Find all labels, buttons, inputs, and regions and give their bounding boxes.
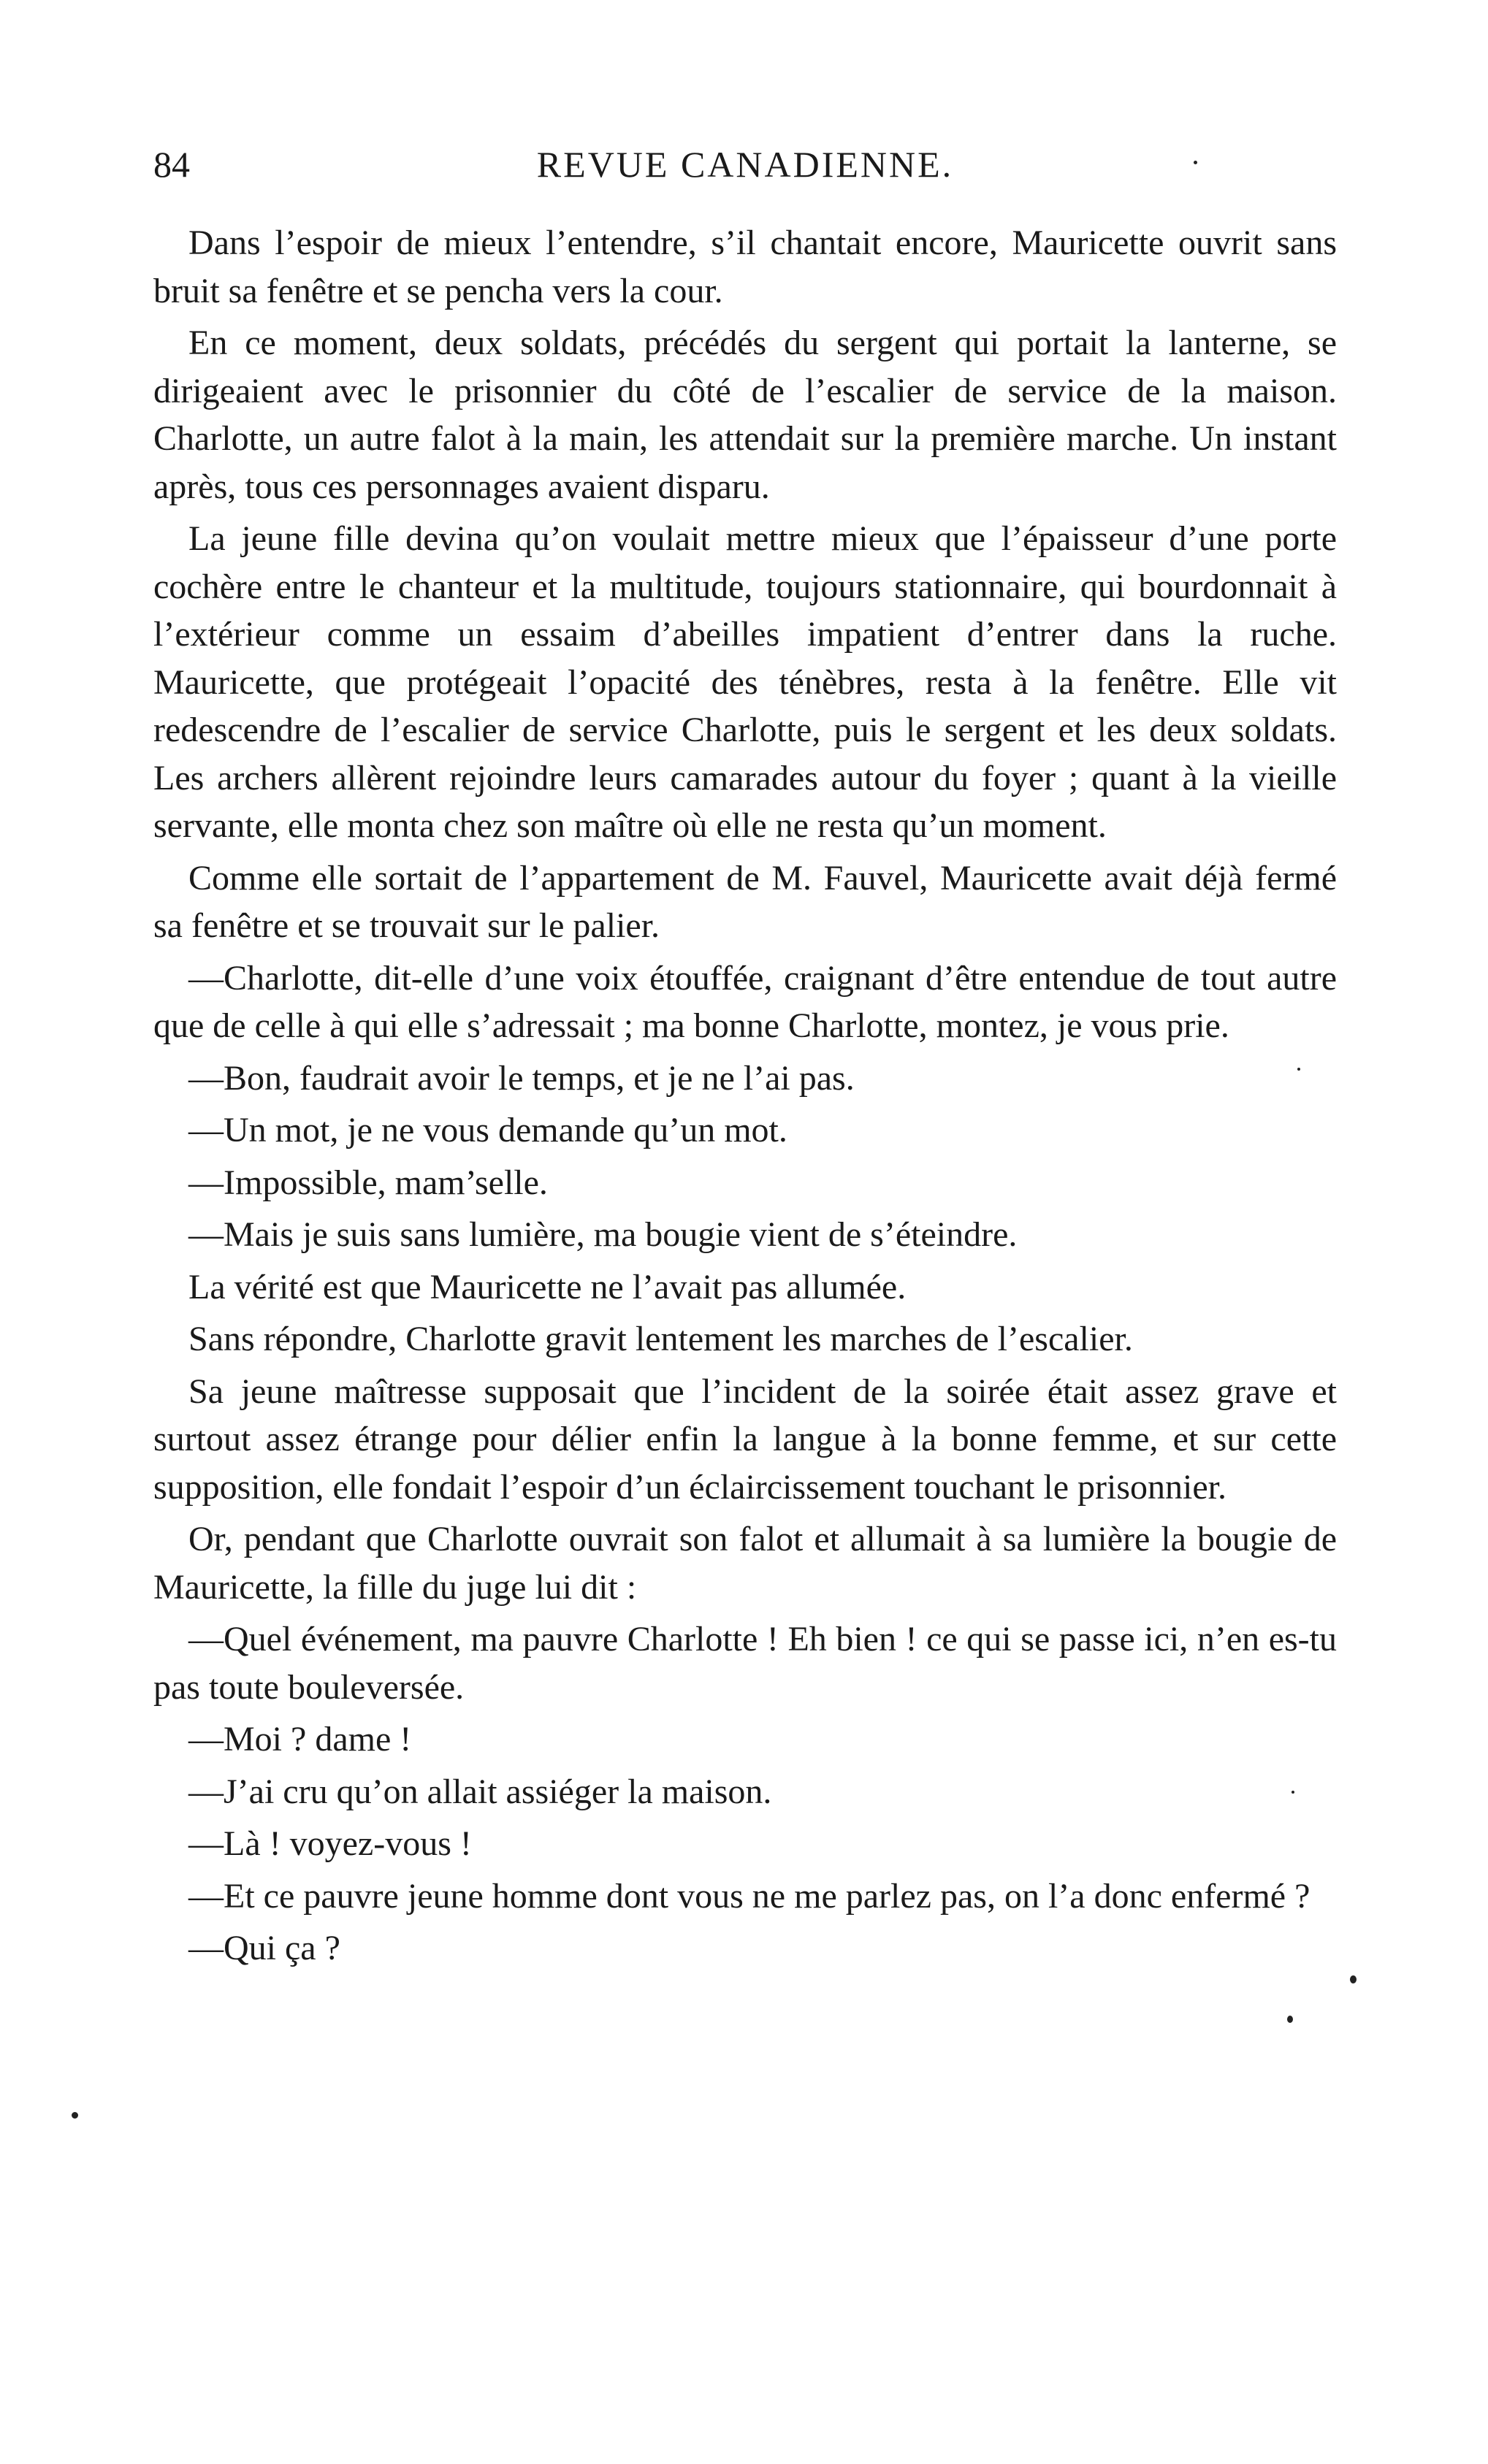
paragraph: En ce moment, deux soldats, précédés du sergent qui portait la lanterne, se dirigeaient avec le prisonnier du côté de l’escalier de service de la maison. Charlotte, un autre falot à la main, les attendait sur la première marche. Un instant après, tous ces personnages avaient disparu. [153,324,1337,506]
ink-speck [1350,1975,1357,1983]
paragraph: Or, pendant que Charlotte ouvrait son falot et allumait à sa lumière la bougie de Mauricette, la fille du juge lui dit : [153,1520,1337,1607]
ink-speck [1194,161,1197,164]
paragraph: Dans l’espoir de mieux l’entendre, s’il chantait encore, Mauricette ouvrit sans bruit sa fenêtre et se pencha vers la cour. [153,223,1337,310]
paragraph: La vérité est que Mauricette ne l’avait pas allumée. [188,1267,907,1306]
paragraph: Sa jeune maîtresse supposait que l’incident de la soirée était assez grave et surtout assez étrange pour délier enfin la langue à la bonne femme, et sur cette supposition, elle fondait l’espoir d’un éclaircissement touchant le prisonnier. [153,1371,1337,1507]
ink-speck [1297,1068,1300,1071]
dialogue-line: —Un mot, je ne vous demande qu’un mot. [188,1111,787,1149]
paragraph: Sans répondre, Charlotte gravit lentement les marches de l’escalier. [188,1320,1133,1358]
dialogue-line: —Bon, faudrait avoir le temps, et je ne l’ai pas. [188,1058,855,1098]
ink-speck [72,2112,78,2119]
paragraph: La jeune fille devina qu’on voulait mettre mieux que l’épaisseur d’une porte cochère entre le chanteur et la multitude, toujours stationnaire, qui bourdonnait à l’extérieur comme un essaim d’abeilles impatient d’entrer dans la ruche. Mauricette, que protégeait l’opacité des ténèbres, resta à la fenêtre. Elle vit redescendre de l’escalier de service Charlotte, puis le sergent et les deux soldats. Les archers allèrent rejoindre leurs camarades autour du foyer ; quant à la vieille servante, elle monta chez son maître où elle ne resta qu’un moment. [153,519,1337,845]
page-number: 84 [153,144,190,185]
dialogue-line: —Là ! voyez-vous ! [188,1824,472,1863]
ink-speck [1291,1791,1294,1794]
body-text [153,219,1337,1977]
dialogue-line: —Et ce pauvre jeune homme dont vous ne me parlez pas, on l’a donc enfermé ? [188,1876,1310,1916]
dialogue-line: —Mais je suis sans lumière, ma bougie vient de s’éteindre. [188,1215,1018,1254]
dialogue-line: —Impossible, mam’selle. [188,1163,548,1202]
dialogue-line: —Charlotte, dit-elle d’une voix étouffée, craignant d’être entendue de tout autre que de celle à qui elle s’adressait ; ma bonne Charlotte, montez, je vous prie. [153,958,1337,1045]
dialogue-line: —Qui ça ? [188,1929,340,1967]
dialogue-line: —Moi ? dame ! [188,1720,412,1759]
page-header [153,143,1337,194]
dialogue-line: —Quel événement, ma pauvre Charlotte ! Eh bien ! ce qui se passe ici, n’en es-tu pas toute bouleversée. [153,1620,1337,1707]
ink-speck [1287,2016,1293,2023]
running-title: REVUE CANADIENNE. [536,144,954,185]
paragraph: Comme elle sortait de l’appartement de M. Fauvel, Mauricette avait déjà fermé sa fenêtre et se trouvait sur le palier. [153,858,1337,945]
dialogue-line: —J’ai cru qu’on allait assiéger la maison. [188,1772,772,1811]
